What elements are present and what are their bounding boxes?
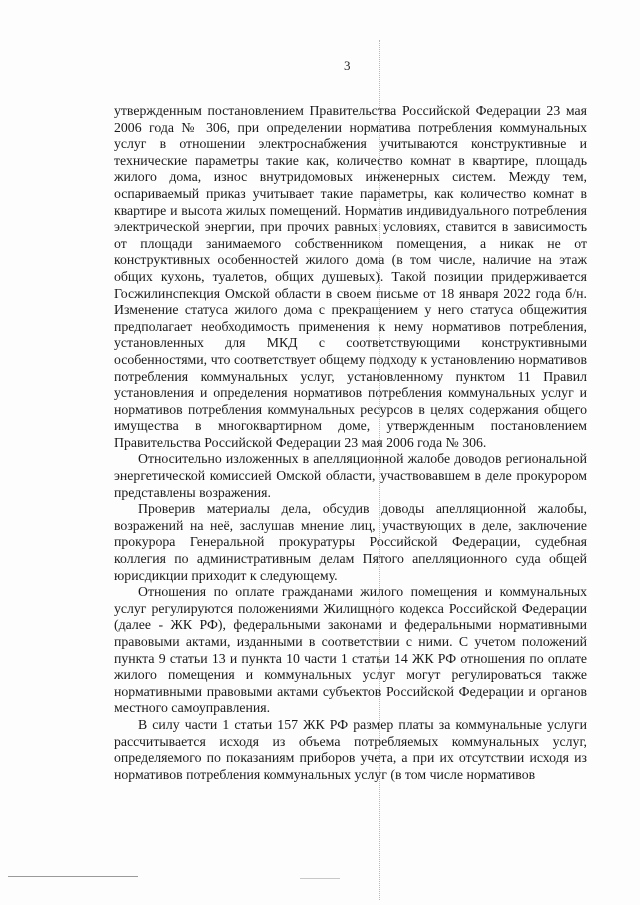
paragraph-objections: Относительно изложенных в апелляционной жалобе доводов региональной энергетической комиссией Омской области, участвовавшем в деле прокурором представлены возражения.: [114, 451, 587, 500]
scan-edge-mark: [8, 876, 138, 877]
page-number: 3: [344, 58, 351, 73]
paragraph-court-review: Проверив материалы дела, обсудив доводы апелляционной жалобы, возражений на неё, заслушав мнение лиц, участвующих в деле, заключение прокурора Генеральной прокуратуры Российской Федерации, судебная коллегия по административным делам Пятого апелляционного суда общей юрисдикции приходит к следующему.: [114, 501, 587, 583]
document-body: [114, 103, 587, 783]
scan-edge-mark-2: [300, 878, 340, 879]
paragraph-article-157: В силу части 1 статьи 157 ЖК РФ размер платы за коммунальные услуги рассчитывается исходя из объема потребляемых коммунальных услуг, определяемого по показаниям приборов учета, а при их отсутствии исходя из нормативов потребления коммунальных услуг (в том числе нормативов: [114, 716, 587, 782]
paragraph-continuation: утвержденным постановлением Правительства Российской Федерации 23 мая 2006 года № 306, при определении норматива потребления коммунальных услуг в отношении электроснабжения учитываются конструктивные и технические параметры такие как, количество комнат в квартире, площадь жилого дома, износ внутридомовых инженерных систем. Между тем, оспариваемый приказ учитывает такие параметры, как количество комнат в квартире и высота жилых помещений. Норматив индивидуального потребления электрической энергии, при прочих равных условиях, ставится в зависимость от площади занимаемого собственником помещения, а никак не от конструктивных особенностей жилого дома (в том числе, наличие на этаж общих кухонь, туалетов, общих душевых). Такой позиции придерживается Госжилинспекция Омской области в своем письме от 18 января 2022 года б/н. Изменение статуса жилого дома с прекращением у него статуса общежития предполагает необходимость применения к нему нормативов потребления, установленных для МКД с соответствующими конструктивными особенностями, что соответствует общему подходу к установлению нормативов потребления коммунальных услуг, установленному пунктом 11 Правил установления и определения нормативов потребления коммунальных услуг и нормативов потребления коммунальных ресурсов в целях содержания общего имущества в многоквартирном доме, утвержденным постановлением Правительства Российской Федерации 23 мая 2006 года № 306.: [114, 103, 587, 450]
paragraph-housing-code: Отношения по оплате гражданами жилого помещения и коммунальных услуг регулируются положениями Жилищного кодекса Российской Федерации (далее - ЖК РФ), федеральными законами и федеральными нормативными правовыми актами, изданными в соответствии с ними. С учетом положений пункта 9 статьи 13 и пункта 10 части 1 статьи 14 ЖК РФ отношения по оплате жилого помещения и коммунальных услуг могут регулироваться также нормативными правовыми актами субъектов Российской Федерации и органов местного самоуправления.: [114, 584, 587, 716]
